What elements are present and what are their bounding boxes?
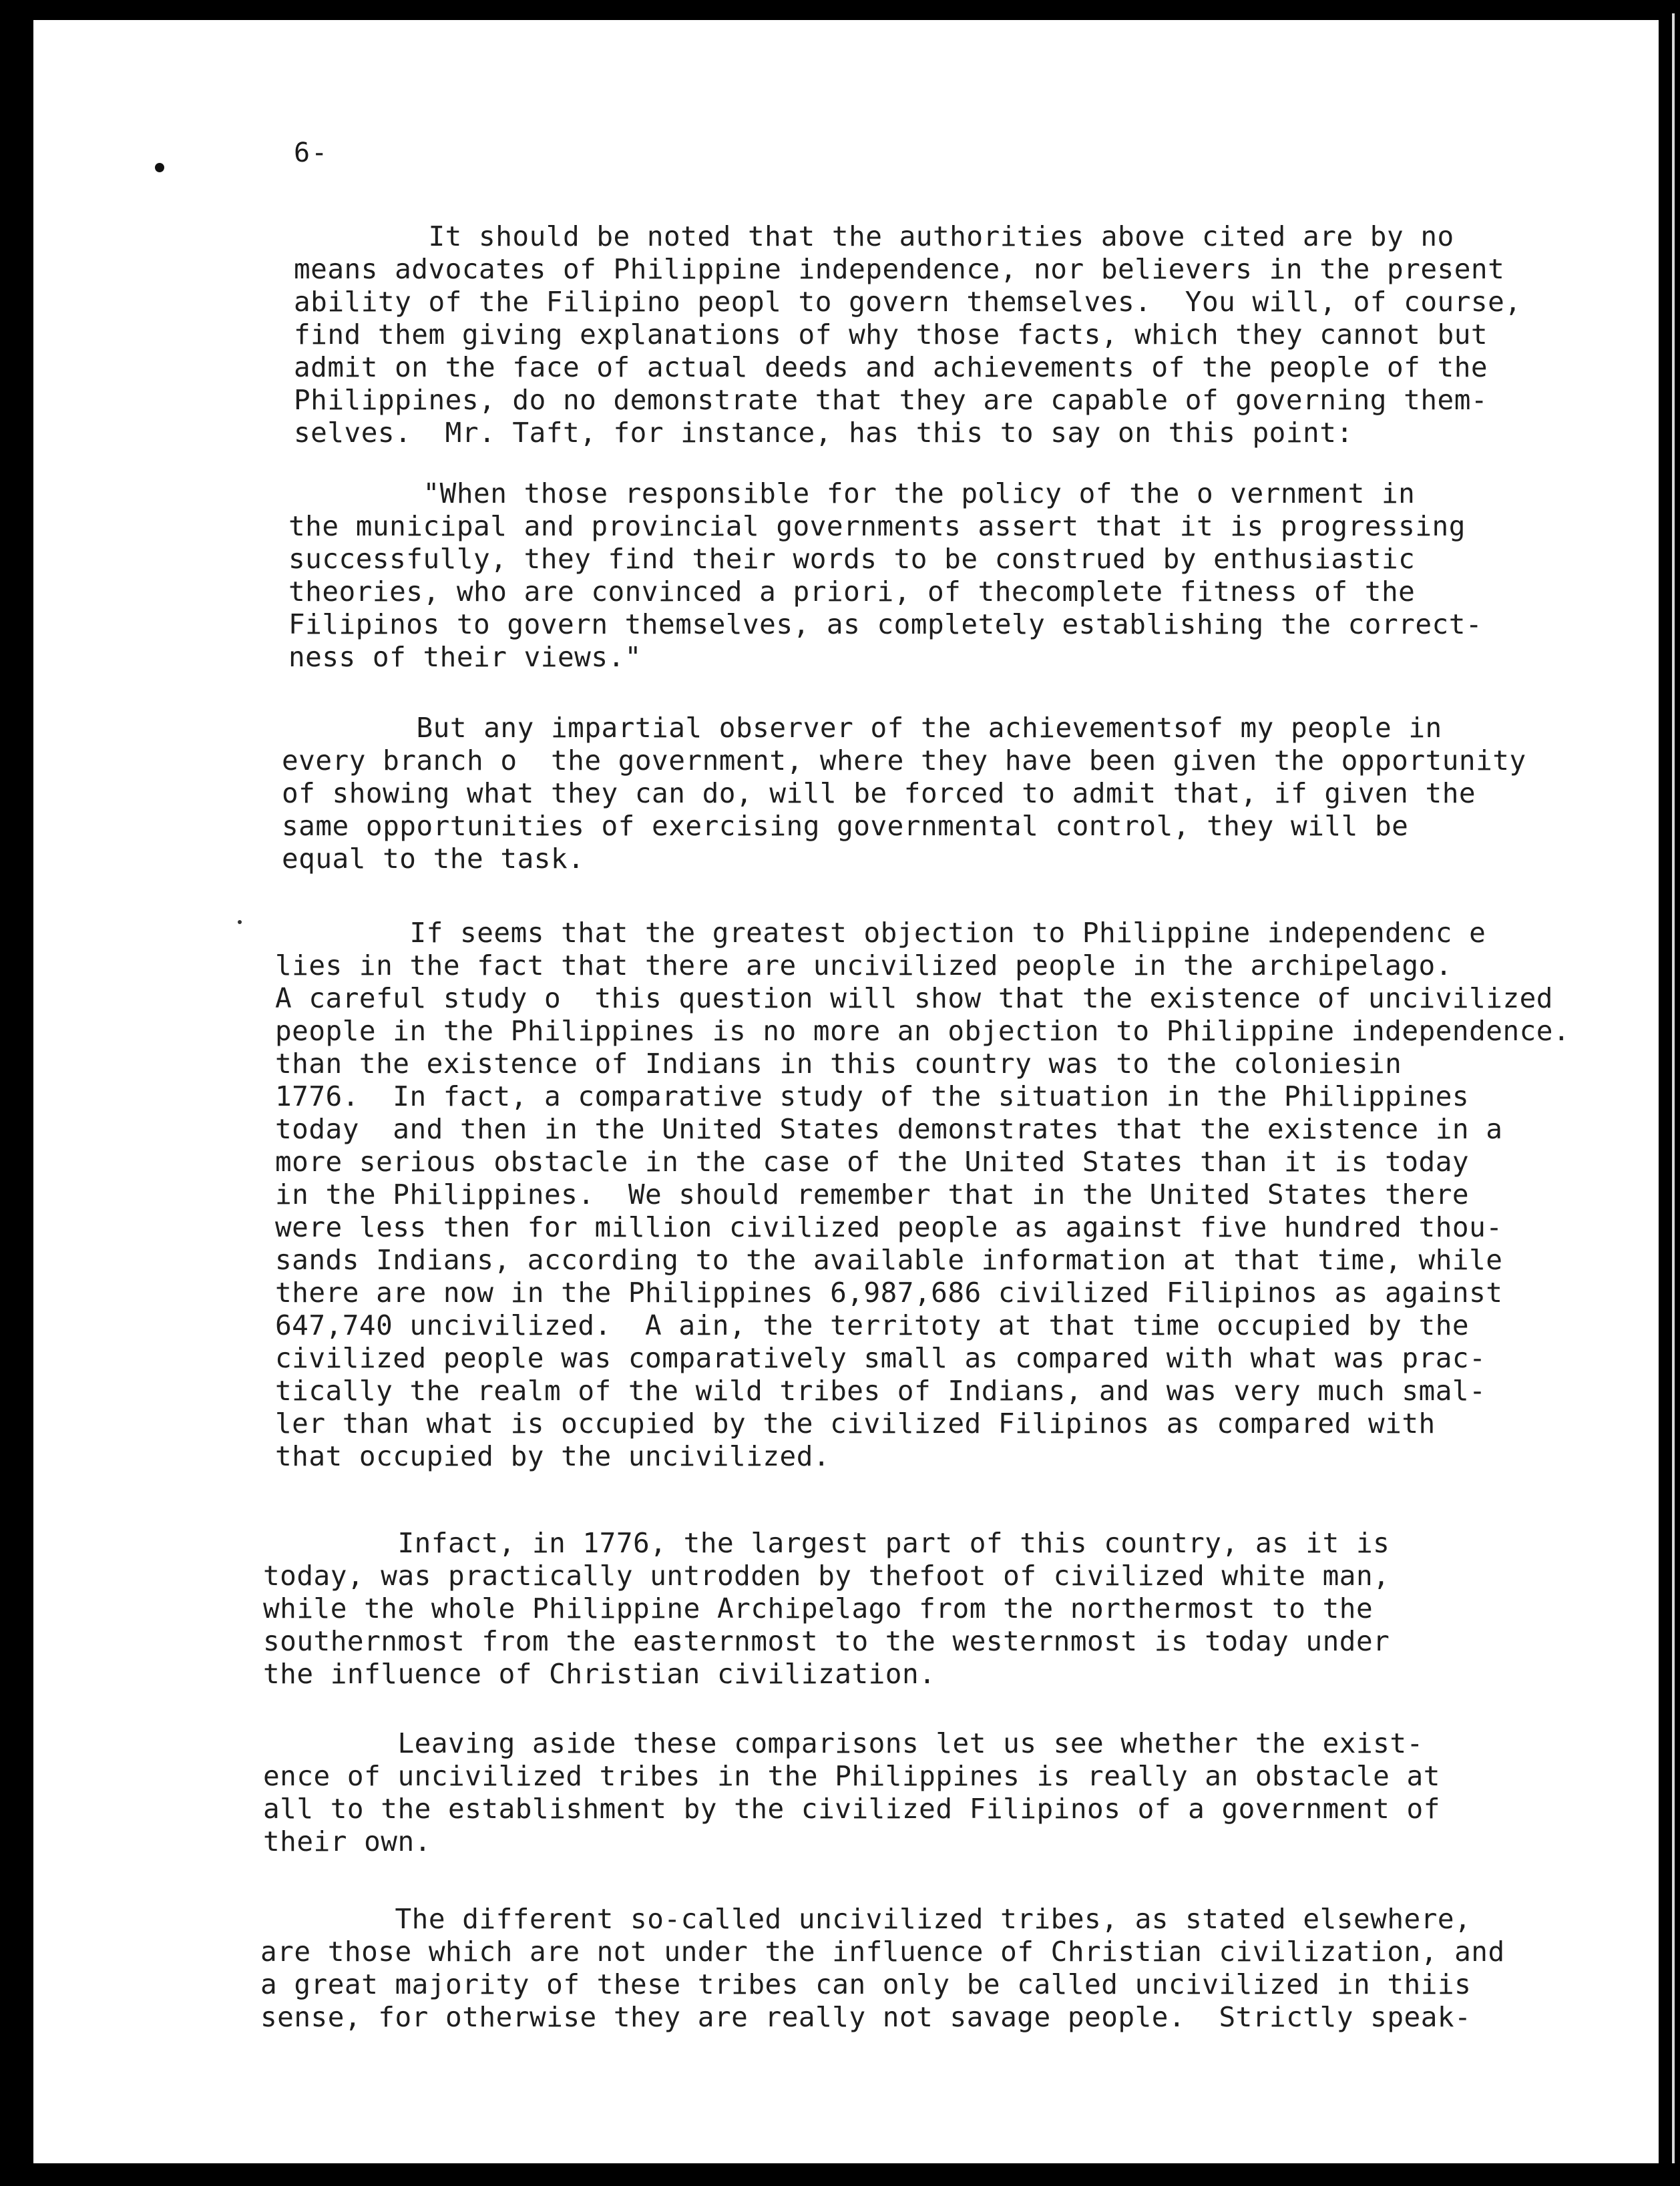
text-line: ness of their views." [288, 641, 642, 673]
text-line: It should be noted that the authorities above cited are by no [294, 220, 1454, 252]
text-line: while the whole Philippine Archipelago from the northermost to the [263, 1592, 1374, 1624]
text-line: today, was practically untrodden by thefoot of civilized white man, [263, 1560, 1390, 1592]
paragraph-authorities [294, 220, 1549, 449]
text-line: Filipinos to govern themselves, as completely establishing the correct- [288, 608, 1483, 640]
paragraph-impartial-observer [282, 712, 1550, 875]
text-line: find them giving explanations of why those facts, which they cannot but [294, 318, 1488, 351]
paragraph-different-tribes [260, 1903, 1569, 2034]
text-line: in the Philippines. We should remember that in the United States there [275, 1178, 1470, 1211]
text-line: every branch o the government, where they have been given the opportunity [282, 744, 1526, 777]
text-line: all to the establishment by the civilized Filipinos of a government of [263, 1793, 1440, 1825]
paragraph-uncivilized-objection [275, 917, 1584, 1473]
paragraph-leaving-aside [263, 1727, 1532, 1858]
text-line: Infact, in 1776, the largest part of this country, as it is [263, 1527, 1390, 1559]
page-edge [1672, 13, 1675, 2163]
text-line: than the existence of Indians in this country was to the coloniesin [275, 1048, 1402, 1080]
text-line: the municipal and provincial governments assert that it is progressing [288, 510, 1466, 542]
text-line: ler than what is occupied by the civilized Filipinos as compared with [275, 1407, 1436, 1440]
text-line: civilized people was comparatively small as compared with what was prac- [275, 1342, 1486, 1374]
text-line: Philippines, do no demonstrate that they are capable of governing them- [294, 384, 1488, 416]
text-line: 647,740 uncivilized. A ain, the territoty at that time occupied by the [275, 1309, 1470, 1341]
text-line: that occupied by the uncivilized. [275, 1440, 831, 1472]
text-line: admit on the face of actual deeds and achievements of the people of the [294, 351, 1488, 383]
text-line: were less then for million civilized people as against five hundred thou- [275, 1211, 1503, 1243]
text-line: ence of uncivilized tribes in the Philippines is really an obstacle at [263, 1760, 1440, 1792]
text-line: equal to the task. [282, 843, 585, 875]
text-line: sense, for otherwise they are really not savage people. Strictly speak- [260, 2001, 1472, 2033]
text-line: more serious obstacle in the case of the United States than it is today [275, 1146, 1470, 1178]
text-line: lies in the fact that there are uncivilized people in the archipelago. [275, 949, 1452, 981]
text-line: means advocates of Philippine independence, nor believers in the present [294, 253, 1505, 285]
text-line: A careful study o this question will show that the existence of uncivilized [275, 982, 1553, 1014]
text-line: tically the realm of the wild tribes of Indians, and was very much smal- [275, 1375, 1486, 1407]
text-line: 1776. In fact, a comparative study of the situation in the Philippines [275, 1080, 1470, 1112]
text-line: "When those responsible for the policy of the o vernment in [288, 477, 1416, 509]
text-line: The different so-called uncivilized tribes, as stated elsewhere, [260, 1903, 1472, 1935]
text-line: southernmost from the easternmost to the westernmost is today under [263, 1625, 1390, 1657]
text-line: successfully, they find their words to be construed by enthusiastic [288, 543, 1416, 575]
text-line: of showing what they can do, will be forced to admit that, if given the [282, 777, 1476, 809]
text-line: ability of the Filipino peopl to govern themselves. You will, of course, [294, 286, 1522, 318]
text-line: the influence of Christian civilization. [263, 1658, 936, 1690]
margin-tick [238, 920, 242, 924]
text-line: theories, who are convinced a priori, of thecomplete fitness of the [288, 576, 1416, 608]
text-line: sands Indians, according to the available information at that time, while [275, 1244, 1503, 1276]
text-line: But any impartial observer of the achievementsof my people in [282, 712, 1442, 744]
paragraph-1776 [263, 1527, 1532, 1691]
text-line: their own. [263, 1825, 431, 1857]
text-line: If seems that the greatest objection to Philippine independenc e [275, 917, 1486, 949]
text-line: same opportunities of exercising governmental control, they will be [282, 810, 1409, 842]
text-line: selves. Mr. Taft, for instance, has this to say on this point: [294, 417, 1353, 449]
text-line: are those which are not under the influence of Christian civilization, and [260, 1936, 1505, 1968]
text-line: a great majority of these tribes can only be called uncivilized in thiis [260, 1968, 1472, 2000]
margin-dot [155, 163, 164, 172]
text-line: there are now in the Philippines 6,987,686 civilized Filipinos as against [275, 1277, 1503, 1309]
page-number: 6- [294, 138, 329, 168]
text-line: today and then in the United States demonstrates that the existence in a [275, 1113, 1503, 1145]
quote-taft [288, 477, 1544, 674]
text-line: Leaving aside these comparisons let us see whether the exist- [263, 1727, 1424, 1759]
text-line: people in the Philippines is no more an objection to Philippine independence. [275, 1015, 1570, 1047]
